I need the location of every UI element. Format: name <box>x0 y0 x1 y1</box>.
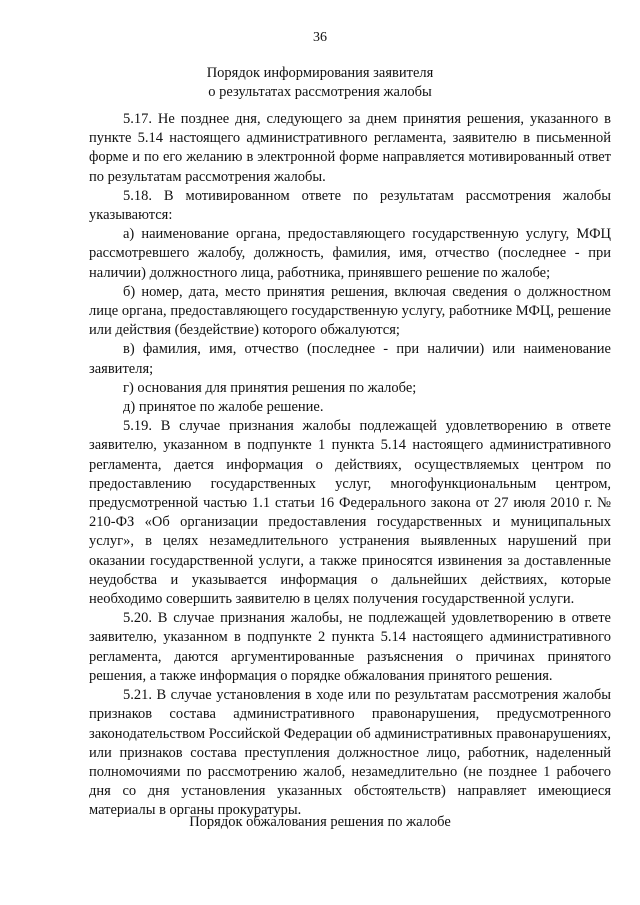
section-heading-line-1: Порядок информирования заявителя <box>206 65 434 81</box>
paragraph-5-21: 5.21. В случае установления в ходе или по результатам рассмотрения жалобы признаков состава административного правонарушения, предусмотренного законодательством Российской Федерации об административных правонарушениях, или признаков состава преступления должностное лицо, работник, наделенный полномочиями по рассмотрению жалоб, незамедлительно (не позднее 1 рабочего дня со дня установления указанных обстоятельств) направляет имеющиеся материалы в органы прокуратуры. <box>89 687 611 819</box>
list-item-v: в) фамилия, имя, отчество (последнее - при наличии) или наименование заявителя; <box>89 341 611 377</box>
list-item-b: б) номер, дата, место принятия решения, включая сведения о должностном лице органа, предоставляющего государственную услугу, работнике МФЦ, решение или действия (бездействие) которого обжалуются; <box>89 283 611 339</box>
section-heading-informing <box>0 64 640 102</box>
section-heading-line-2: о результатах рассмотрения жалобы <box>208 84 432 101</box>
section-heading-appeal: Порядок обжалования решения по жалобе <box>189 814 451 830</box>
document-body <box>89 110 611 821</box>
list-item-d: д) принятое по жалобе решение. <box>123 399 324 416</box>
paragraph-5-19: 5.19. В случае признания жалобы подлежащей удовлетворению в ответе заявителю, указанном в подпункте 1 пункта 5.14 настоящего административного регламента, дается информация о действиях, осуществляемых центром по предоставлению государственных услуг, многофункциональным центром, предусмотренной частью 1.1 статьи 16 Федерального закона от 27 июля 2010 г. № 210-ФЗ «Об организации предоставления государственных и муниципальных услуг», в целях незамедлительного устранения выявленных нарушений при оказании государственной услуги, а также приносятся извинения за доставленные неудобства и указывается информация о дальнейших действиях, которые необходимо совершить заявителю в целях получения государственной услуги. <box>89 418 611 608</box>
paragraph-5-17: 5.17. Не позднее дня, следующего за днем принятия решения, указанного в пункте 5.14 настоящего административного регламента, заявителю в письменной форме и по его желанию в электронной форме направляется мотивированный ответ по результатам рассмотрения жалобы. <box>89 111 611 185</box>
list-item-a: а) наименование органа, предоставляющего государственную услугу, МФЦ рассмотревшего жалобу, должность, фамилия, имя, отчество (последнее - при наличии) должностного лица, работника, принявшего решение по жалобе; <box>89 226 611 281</box>
paragraph-5-18: 5.18. В мотивированном ответе по результатам рассмотрения жалобы указываются: <box>89 187 611 224</box>
list-item-g: г) основания для принятия решения по жалобе; <box>123 379 417 396</box>
paragraph-5-20: 5.20. В случае признания жалобы, не подлежащей удовлетворению в ответе заявителю, указанном в подпункте 2 пункта 5.14 настоящего административного регламента, даются аргументированные разъяснения о причинах принятого решения, а также информация о порядке обжалования принятого решения. <box>89 610 611 684</box>
page-number: 36 <box>313 30 327 45</box>
